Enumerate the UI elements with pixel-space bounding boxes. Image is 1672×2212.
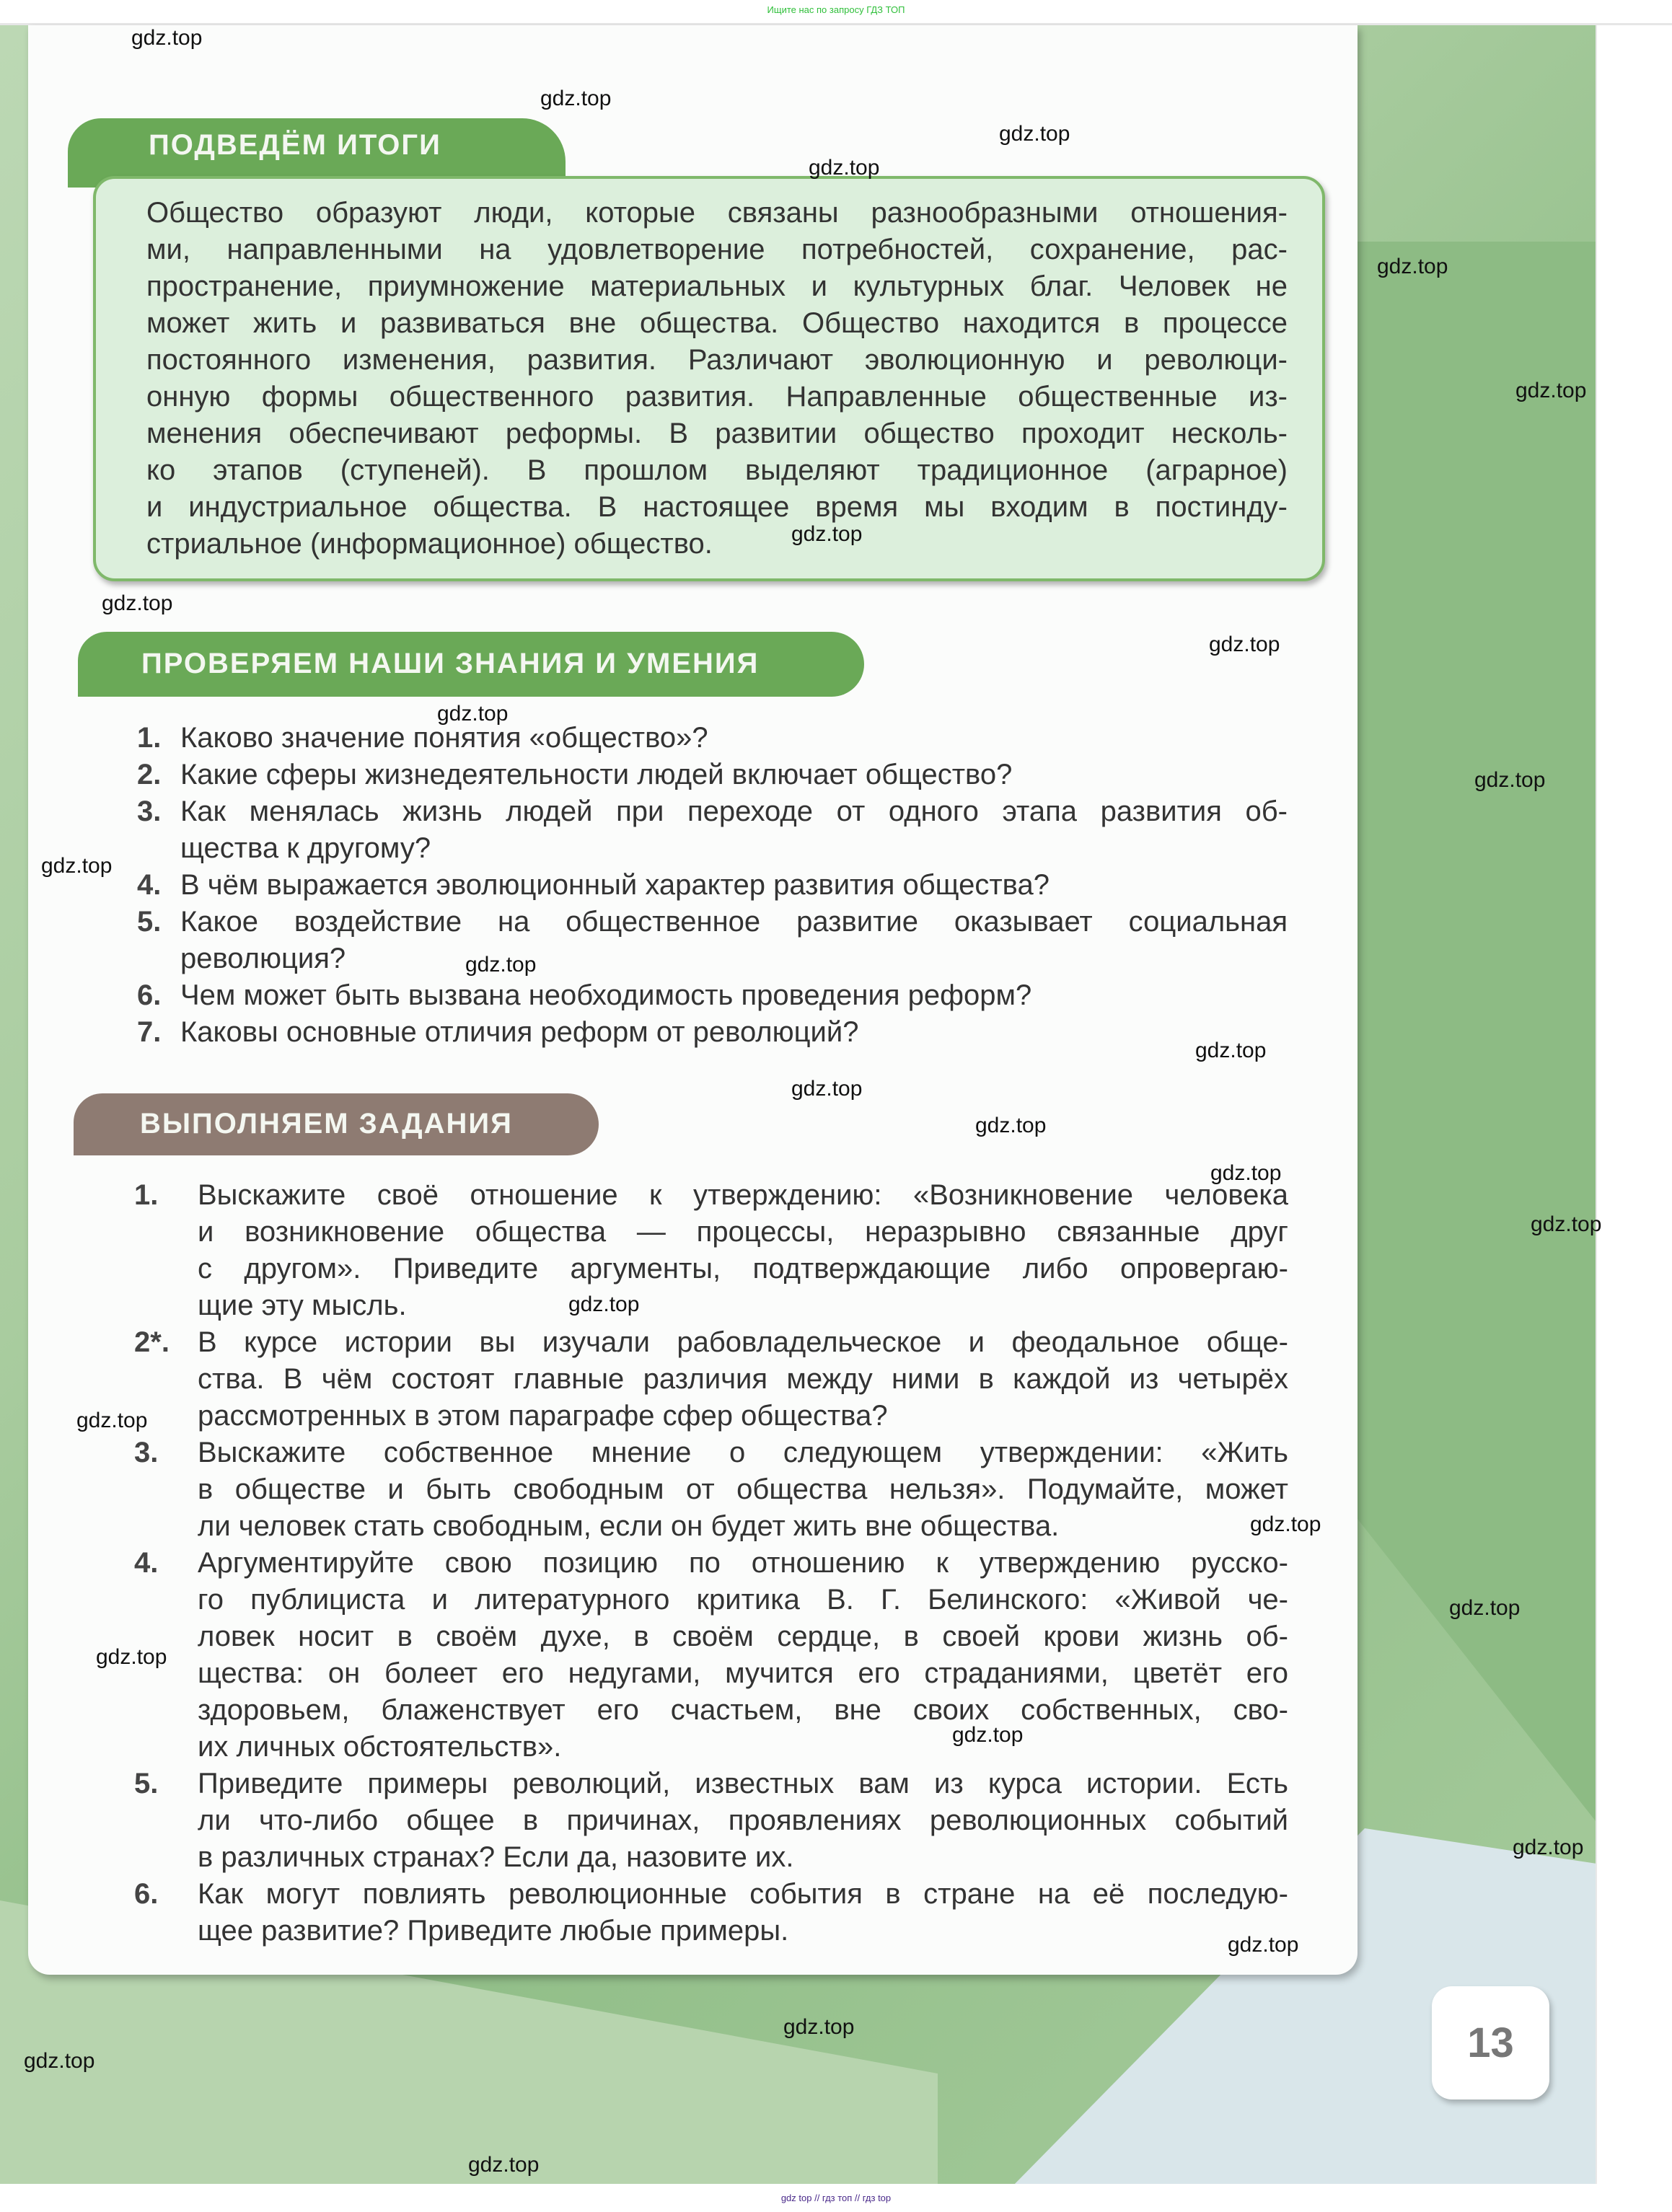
item-text: [180, 793, 1288, 867]
item-text: [198, 1435, 1288, 1545]
item-line: ства. В чём состоят главные различия между ними в каждой из четырёх: [198, 1363, 1288, 1395]
task-item: [134, 1766, 1288, 1876]
item-line: Как менялась жизнь людей при переходе от одного этапа развития об-: [180, 796, 1288, 827]
item-line: Как могут повлиять революционные события в стране на её последую-: [198, 1878, 1288, 1910]
item-number: 2.: [137, 759, 162, 790]
question-item: [137, 757, 1288, 793]
item-line: здоровьем, блаженствует его счастьем, вне своих собственных, сво-: [198, 1694, 1288, 1726]
item-text: [180, 1014, 1288, 1051]
question-item: [137, 904, 1288, 977]
watermark-text: gdz.top: [540, 87, 612, 110]
watermark-text: gdz.top: [1531, 1212, 1602, 1236]
item-text: [198, 1545, 1288, 1766]
item-number: 2*.: [134, 1326, 170, 1358]
page-number: 13: [1432, 1986, 1549, 2099]
questions-list: [137, 720, 1288, 1051]
item-line: в различных странах? Если да, назовите их.: [198, 1841, 794, 1873]
item-text: [180, 977, 1288, 1014]
item-number: 5.: [134, 1768, 159, 1799]
top-banner-text: Ищите нас по запросу ГДЗ ТОП: [767, 4, 905, 15]
item-line: Выскажите собственное мнение о следующем утверждении: «Жить: [198, 1437, 1288, 1468]
watermark-text: gdz.top: [24, 2049, 95, 2073]
watermark-text: gdz.top: [96, 1645, 167, 1669]
item-number: 7.: [137, 1016, 162, 1048]
watermark-text: gdz.top: [465, 953, 537, 977]
item-line: щества к другому?: [180, 832, 431, 864]
item-number: 4.: [137, 869, 162, 901]
item-line: щее развитие? Приведите любые примеры.: [198, 1915, 789, 1947]
summary-line: может жить и развиваться вне общества. Общество находится в процессе: [146, 307, 1288, 339]
watermark-text: gdz.top: [1474, 768, 1546, 792]
item-line: рассмотренных в этом параграфе сфер общества?: [198, 1400, 888, 1432]
summary-line: ми, направленными на удовлетворение потребностей, сохранение, рас-: [146, 234, 1288, 265]
item-line: щие эту мысль.: [198, 1290, 407, 1321]
item-number: 6.: [137, 979, 162, 1011]
watermark-text: gdz.top: [783, 2015, 855, 2039]
watermark-text: gdz.top: [1377, 255, 1448, 278]
top-banner: [0, 0, 1672, 25]
watermark-text: gdz.top: [1195, 1039, 1267, 1062]
summary-line: пространение, приумножение материальных и культурных благ. Человек не: [146, 270, 1288, 302]
item-line: их личных обстоятельств».: [198, 1731, 562, 1763]
watermark-text: gdz.top: [437, 702, 509, 726]
item-text: [198, 1177, 1288, 1324]
summary-line: стриальное (информационное) общество.: [146, 528, 713, 560]
watermark-text: gdz.top: [568, 1292, 640, 1316]
item-line: Аргументируйте свою позицию по отношению к утверждению русско-: [198, 1547, 1288, 1579]
summary-line: ко этапов (ступеней). В прошлом выделяют традиционное (аграрное): [146, 454, 1288, 486]
watermark-text: gdz.top: [1210, 1161, 1282, 1185]
item-number: 6.: [134, 1878, 159, 1910]
watermark-text: gdz.top: [1209, 633, 1280, 656]
watermark-text: gdz.top: [1250, 1512, 1321, 1536]
task-item: [134, 1324, 1288, 1435]
task-item: [134, 1177, 1288, 1324]
watermark-text: gdz.top: [102, 591, 173, 615]
item-line: В чём выражается эволюционный характер развития общества?: [180, 869, 1050, 901]
tasks-list: [134, 1177, 1288, 1949]
summary-line: и индустриальное общества. В настоящее время мы входим в постинду-: [146, 491, 1288, 523]
item-line: ли человек стать свободным, если он будет жить вне общества.: [198, 1510, 1060, 1542]
watermark-text: gdz.top: [791, 522, 863, 546]
item-line: Какие сферы жизнедеятельности людей включает общество?: [180, 759, 1013, 790]
item-line: го публициста и литературного критика В. Г. Белинского: «Живой че-: [198, 1584, 1288, 1616]
watermark-text: gdz.top: [1449, 1596, 1521, 1620]
item-line: Какое воздействие на общественное развитие оказывает социальная: [180, 906, 1288, 938]
item-text: [180, 720, 1288, 757]
section-header-tasks: ВЫПОЛНЯЕМ ЗАДАНИЯ: [74, 1093, 599, 1155]
item-text: [180, 904, 1288, 977]
section-header-summary: ПОДВЕДЁМ ИТОГИ: [68, 118, 566, 188]
section-header-questions: ПРОВЕРЯЕМ НАШИ ЗНАНИЯ И УМЕНИЯ: [78, 632, 864, 697]
watermark-text: gdz.top: [1515, 379, 1587, 402]
question-item: [137, 793, 1288, 867]
task-item: [134, 1435, 1288, 1545]
task-item: [134, 1876, 1288, 1949]
watermark-text: gdz.top: [952, 1723, 1024, 1747]
watermark-text: gdz.top: [975, 1114, 1047, 1137]
item-number: 5.: [137, 906, 162, 938]
question-item: [137, 720, 1288, 757]
watermark-text: gdz.top: [791, 1077, 863, 1101]
item-number: 3.: [134, 1437, 159, 1468]
item-text: [198, 1876, 1288, 1949]
item-line: ловек носит в своём духе, в своём сердце, в своей крови жизнь об-: [198, 1621, 1288, 1652]
watermark-text: gdz.top: [999, 122, 1070, 146]
summary-box: [93, 176, 1325, 581]
summary-line: Общество образуют люди, которые связаны разнообразными отношения-: [146, 197, 1288, 229]
watermark-text: gdz.top: [131, 26, 203, 50]
item-line: Выскажите своё отношение к утверждению: «Возникновение человека: [198, 1179, 1288, 1211]
question-item: [137, 977, 1288, 1014]
item-text: [180, 757, 1288, 793]
question-item: [137, 1014, 1288, 1051]
item-number: 1.: [137, 722, 162, 754]
watermark-text: gdz.top: [41, 854, 113, 878]
watermark-text: gdz.top: [76, 1409, 148, 1432]
watermark-text: gdz.top: [1513, 1836, 1584, 1859]
summary-line: онную формы общественного развития. Направленные общественные из-: [146, 381, 1288, 413]
item-line: Чем может быть вызвана необходимость проведения реформ?: [180, 979, 1032, 1011]
right-margin: [1596, 25, 1672, 2184]
item-number: 4.: [134, 1547, 159, 1579]
item-line: в обществе и быть свободным от общества нельзя». Подумайте, может: [198, 1473, 1288, 1505]
item-line: с другом». Приведите аргументы, подтверждающие либо опровергаю-: [198, 1253, 1288, 1285]
item-line: революция?: [180, 943, 346, 974]
watermark-text: gdz.top: [468, 2153, 540, 2177]
task-item: [134, 1545, 1288, 1766]
item-line: и возникновение общества — процессы, неразрывно связанные друг: [198, 1216, 1288, 1248]
item-text: [180, 867, 1288, 904]
item-line: щества: он болеет его недугами, мучится его страданиями, цветёт его: [198, 1657, 1288, 1689]
question-item: [137, 867, 1288, 904]
item-line: Каковы основные отличия реформ от революций?: [180, 1016, 859, 1048]
item-line: Приведите примеры революций, известных вам из курса истории. Есть: [198, 1768, 1288, 1799]
item-text: [198, 1324, 1288, 1435]
watermark-text: gdz.top: [1228, 1933, 1299, 1957]
summary-line: постоянного изменения, развития. Различают эволюционную и революци-: [146, 344, 1288, 376]
item-line: ли что-либо общее в причинах, проявлениях революционных событий: [198, 1805, 1288, 1836]
item-line: Каково значение понятия «общество»?: [180, 722, 708, 754]
item-line: В курсе истории вы изучали рабовладельческое и феодальное обще-: [198, 1326, 1288, 1358]
watermark-text: gdz.top: [809, 156, 880, 180]
summary-line: менения обеспечивают реформы. В развитии общество проходит несколь-: [146, 418, 1288, 449]
item-number: 3.: [137, 796, 162, 827]
item-text: [198, 1766, 1288, 1876]
bottom-banner-text: gdz top // гдз топ // гдз top: [780, 2193, 892, 2203]
item-number: 1.: [134, 1179, 159, 1211]
bottom-banner: [0, 2184, 1672, 2212]
